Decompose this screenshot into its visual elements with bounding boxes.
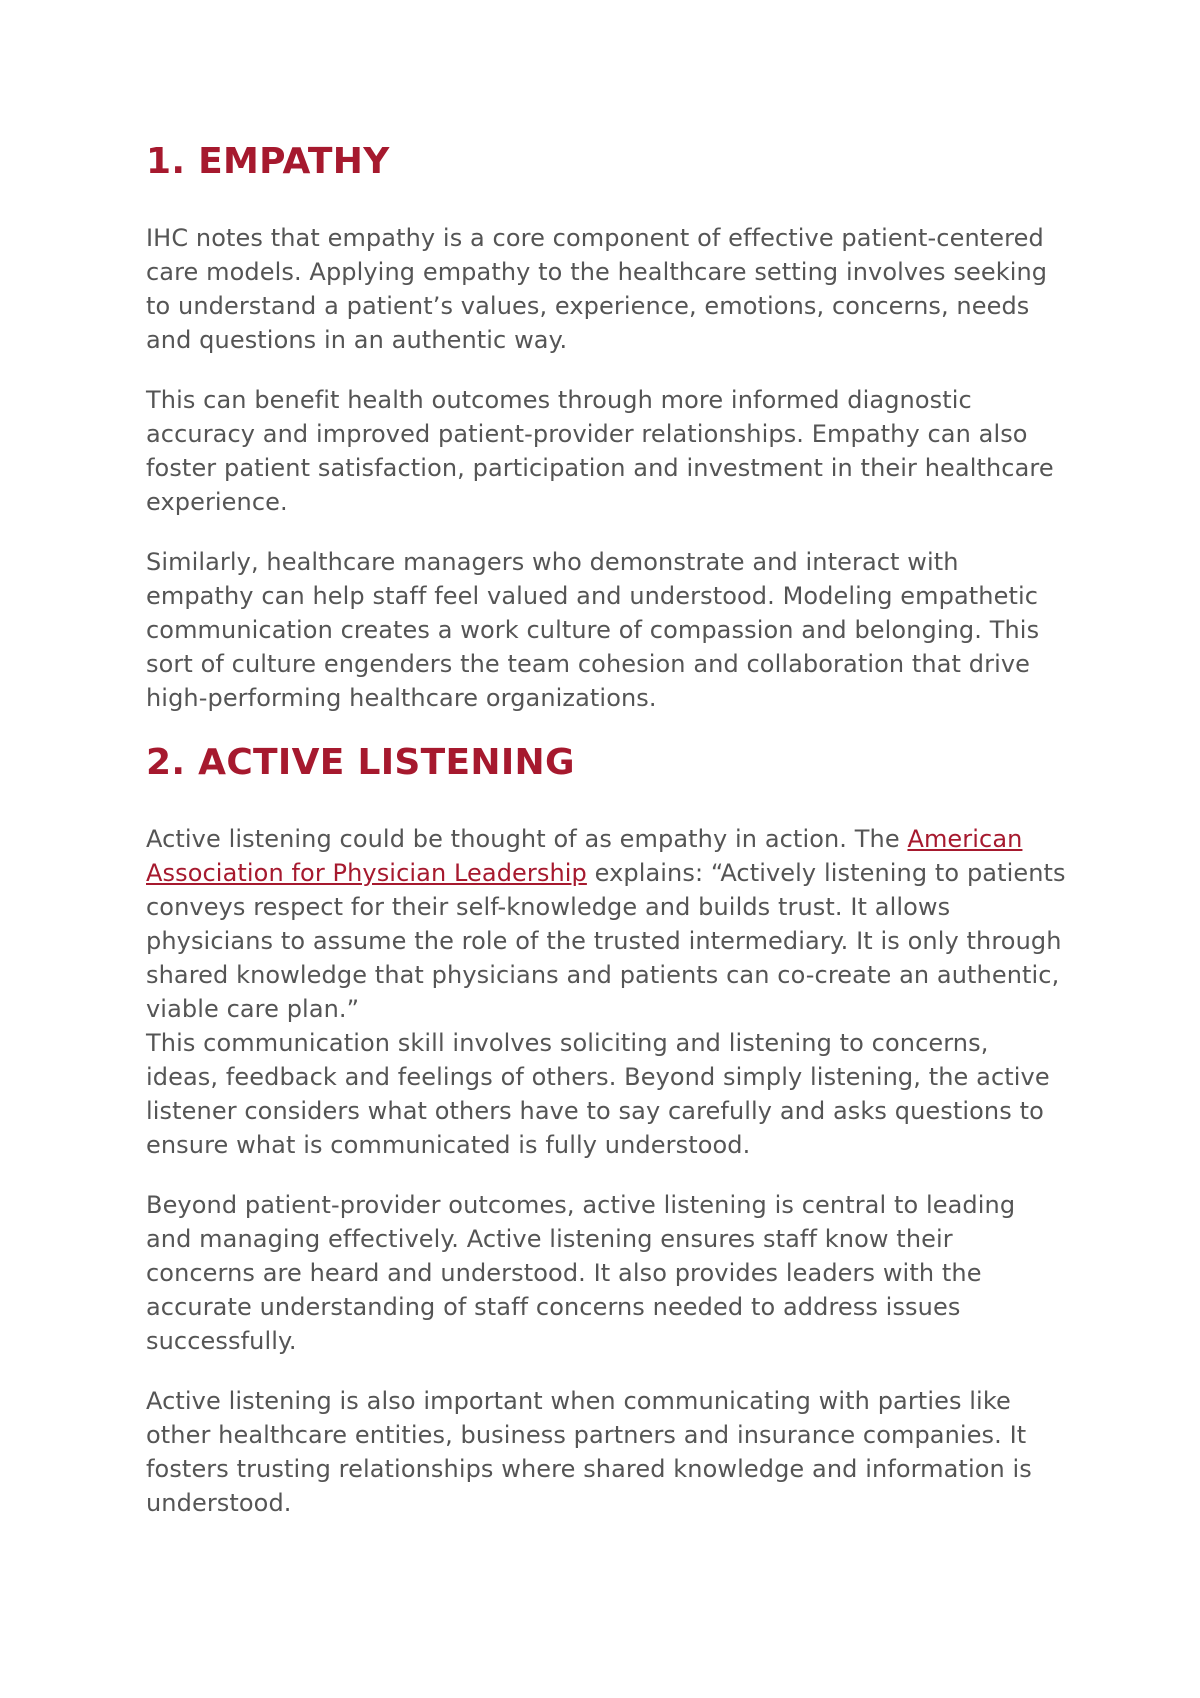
quote-text-before-link: Active listening could be thought of as empathy in action. The (146, 825, 908, 853)
section-heading-active-listening: 2. ACTIVE LISTENING (146, 742, 575, 783)
active-listening-paragraph-2: Beyond patient-provider outcomes, active listening is central to leading and managing effectively. Active listening ensures staff know their concerns are heard and understood. It also provides leaders with the accurate understanding of staff concerns needed to address issues successfully. (146, 1191, 1016, 1355)
aapl-link[interactable]: American Association for Physician Leadership (146, 825, 1023, 887)
empathy-paragraph-1: IHC notes that empathy is a core component of effective patient-centered care models. Applying empathy to the healthcare setting involves seeking to understand a patient’s values, experience, emotions, concerns, needs and questions in an authentic way. (146, 224, 1048, 354)
active-listening-quote-paragraph (146, 822, 1066, 1026)
empathy-paragraph-3: Similarly, healthcare managers who demonstrate and interact with empathy can help staff feel valued and understood. Modeling empathetic communication creates a work culture of compassion and belonging. This sort of culture engenders the team cohesion and collaboration that drive high-performing healthcare organizations. (146, 548, 1040, 712)
document-page (146, 140, 1066, 1546)
active-listening-paragraph-1: This communication skill involves soliciting and listening to concerns, ideas, feedback and feelings of others. Beyond simply listening, the active listener considers what others have to say carefully and asks questions to ensure what is communicated is fully understood. (146, 1029, 1050, 1159)
active-listening-paragraph-3: Active listening is also important when communicating with parties like other healthcare entities, business partners and insurance companies. It fosters trusting relationships where shared knowledge and information is understood. (146, 1387, 1032, 1517)
section-heading-empathy: 1. EMPATHY (146, 141, 390, 182)
quote-text-after-link: explains: “Actively listening to patients conveys respect for their self-knowledge and builds trust. It allows physicians to assume the role of the trusted intermediary. It is only through shared knowledge that physicians and patients can co-create an authentic, viable care plan.” (146, 859, 1066, 1023)
empathy-paragraph-2: This can benefit health outcomes through more informed diagnostic accuracy and improved patient-provider relationships. Empathy can also foster patient satisfaction, participation and investment in their healthcare experience. (146, 386, 1054, 516)
